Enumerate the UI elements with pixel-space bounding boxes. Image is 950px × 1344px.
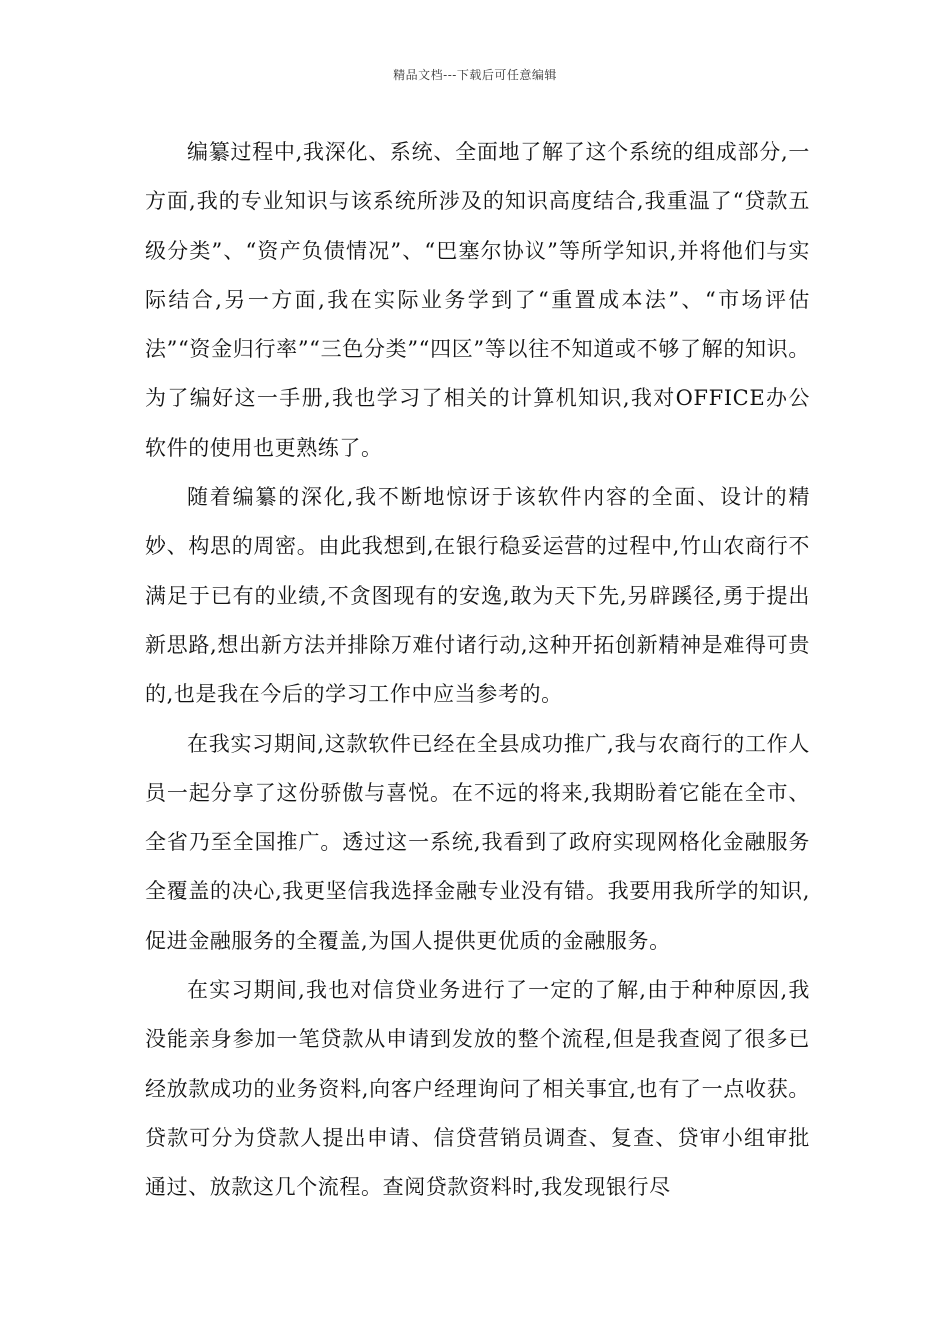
paragraph-4: 在实习期间,我也对信贷业务进行了一定的了解,由于种种原因,我没能亲身参加一笔贷款从申请到发放的整个流程,但是我查阅了很多已经放款成功的业务资料,向客户经理询问了相关事宜,也有了一点收获。贷款可分为贷款人提出申请、信贷营销员调查、复查、贷审小组审批通过、放款这几个流程。查阅贷款资料时,我发现银行尽 <box>145 978 810 1200</box>
page-header: 精品文档---下载后可任意编辑 <box>393 68 557 82</box>
document-body <box>145 128 810 1213</box>
paragraph-1: 编纂过程中,我深化、系统、全面地了解了这个系统的组成部分,一方面,我的专业知识与该系统所涉及的知识高度结合,我重温了“贷款五级分类”、“资产负债情况”、“巴塞尔协议”等所学知识,并将他们与实际结合,另一方面,我在实际业务学到了“重置成本法”、“市场评估法”“资金归行率”“三色分类”“四区”等以往不知道或不够了解的知识。为了编好这一手册,我也学习了相关的计算机知识,我对OFFICE办公软件的使用也更熟练了。 <box>145 140 810 460</box>
paragraph-2: 随着编纂的深化,我不断地惊讶于该软件内容的全面、设计的精妙、构思的周密。由此我想到,在银行稳妥运营的过程中,竹山农商行不满足于已有的业绩,不贪图现有的安逸,敢为天下先,另辟蹊径,勇于提出新思路,想出新方法并排除万难付诸行动,这种开拓创新精神是难得可贵的,也是我在今后的学习工作中应当参考的。 <box>145 485 810 707</box>
paragraph-3: 在我实习期间,这款软件已经在全县成功推广,我与农商行的工作人员一起分享了这份骄傲与喜悦。在不远的将来,我期盼着它能在全市、全省乃至全国推广。透过这一系统,我看到了政府实现网格化金融服务全覆盖的决心,我更坚信我选择金融专业没有错。我要用我所学的知识,促进金融服务的全覆盖,为国人提供更优质的金融服务。 <box>145 731 810 953</box>
